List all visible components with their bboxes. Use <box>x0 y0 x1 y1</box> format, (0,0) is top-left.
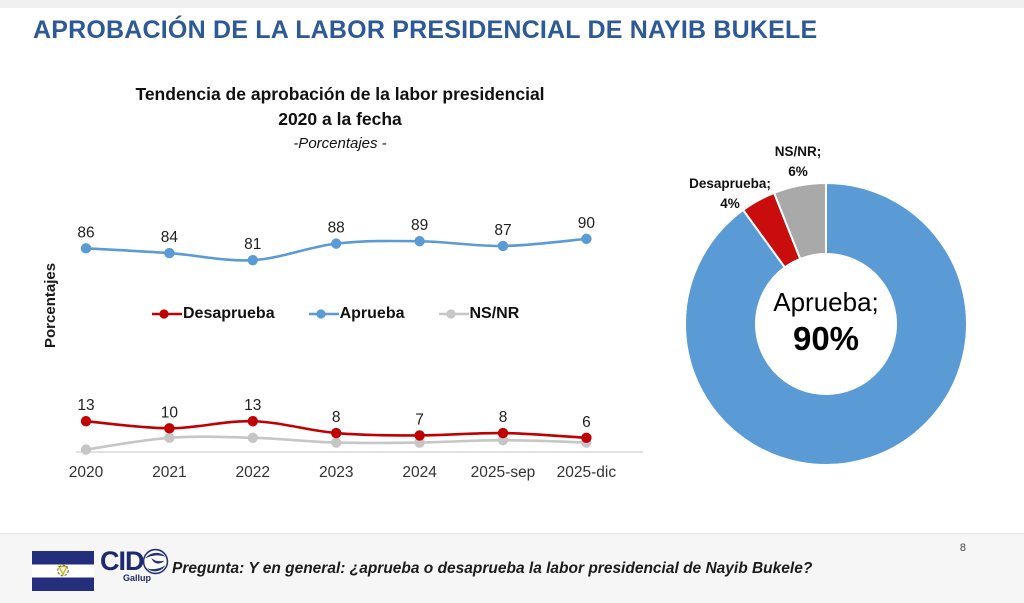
donut-label-desaprueba-value: 4% <box>720 196 740 212</box>
data-label: 89 <box>410 217 429 235</box>
donut-label-nsnr-value: 6% <box>788 164 808 180</box>
donut-center-name: Aprueba; <box>773 287 879 317</box>
data-point <box>498 241 508 251</box>
data-label: 84 <box>160 229 179 247</box>
data-point <box>331 437 341 447</box>
x-tick-label: 2025-dic <box>556 464 617 481</box>
data-label: 86 <box>77 224 95 242</box>
donut-label-nsnr-name: NS/NR; <box>774 144 822 159</box>
data-label: 81 <box>244 236 262 254</box>
data-label: 7 <box>415 411 424 429</box>
cid-logo-text: CID <box>100 546 144 576</box>
data-point <box>164 433 174 443</box>
data-point <box>164 248 174 258</box>
donut-chart <box>656 140 1024 508</box>
data-label: 90 <box>577 214 596 232</box>
legend-marker-icon <box>439 308 469 320</box>
y-axis-label: Porcentajes <box>42 262 59 348</box>
globe-icon <box>142 548 169 575</box>
legend-marker-icon <box>152 308 182 320</box>
cid-gallup-logo <box>100 548 175 583</box>
legend-item-aprueba <box>309 305 405 323</box>
data-point <box>248 255 258 265</box>
page-title: APROBACIÓN DE LA LABOR PRESIDENCIAL DE NAYIB BUKELE <box>33 16 818 44</box>
data-label: 88 <box>327 219 345 237</box>
data-label: 87 <box>494 221 512 239</box>
top-strip <box>0 0 1024 8</box>
x-tick-label: 2020 <box>68 464 104 481</box>
data-point <box>581 234 591 244</box>
x-tick-label: 2022 <box>235 464 271 481</box>
data-point <box>414 430 424 440</box>
chart-legend <box>152 305 519 323</box>
data-point <box>581 433 591 443</box>
donut-center-label <box>716 286 936 358</box>
data-point <box>331 238 341 248</box>
data-label: 8 <box>331 409 341 427</box>
legend-label: Desaprueba <box>183 305 275 322</box>
line-chart-header <box>80 82 600 152</box>
data-point <box>164 423 174 433</box>
data-point <box>81 444 91 454</box>
x-tick-label: 2023 <box>318 464 354 481</box>
data-label: 10 <box>160 404 179 422</box>
legend-label: NS/NR <box>469 305 520 322</box>
x-tick-label: 2024 <box>402 464 437 481</box>
legend-item-desaprueba <box>152 305 275 323</box>
data-label: 8 <box>498 409 508 427</box>
data-point <box>81 416 91 426</box>
footer <box>0 533 1024 603</box>
data-point <box>248 433 258 443</box>
data-point <box>498 428 508 438</box>
page-number: 8 <box>959 542 966 554</box>
data-label: 13 <box>77 397 95 415</box>
legend-label: Aprueba <box>339 305 405 322</box>
line-chart-title: Tendencia de aprobación de la labor presidencial <box>135 84 545 104</box>
data-label: 6 <box>582 413 591 431</box>
data-point <box>248 416 258 426</box>
trend-line-chart <box>48 192 648 492</box>
legend-marker-icon <box>309 308 339 320</box>
data-label: 13 <box>244 397 262 415</box>
donut-label-desaprueba <box>665 174 795 215</box>
x-tick-label: 2021 <box>152 464 187 481</box>
line-chart-units-note: -Porcentajes - <box>293 134 387 152</box>
x-tick-label: 2025-sep <box>470 464 536 481</box>
donut-label-desaprueba-name: Desaprueba; <box>689 176 771 191</box>
donut-center-value: 90% <box>792 319 860 357</box>
legend-item-nsnr <box>439 305 520 323</box>
el-salvador-flag <box>32 551 94 591</box>
survey-question: Pregunta: Y en general: ¿aprueba o desaprueba la labor presidencial de Nayib Bukele? <box>172 560 813 577</box>
data-point <box>81 243 91 253</box>
gallup-logo-text: Gallup <box>123 573 152 583</box>
line-chart-subtitle: 2020 a la fecha <box>278 109 402 130</box>
data-point <box>414 236 424 246</box>
data-point <box>331 428 341 438</box>
